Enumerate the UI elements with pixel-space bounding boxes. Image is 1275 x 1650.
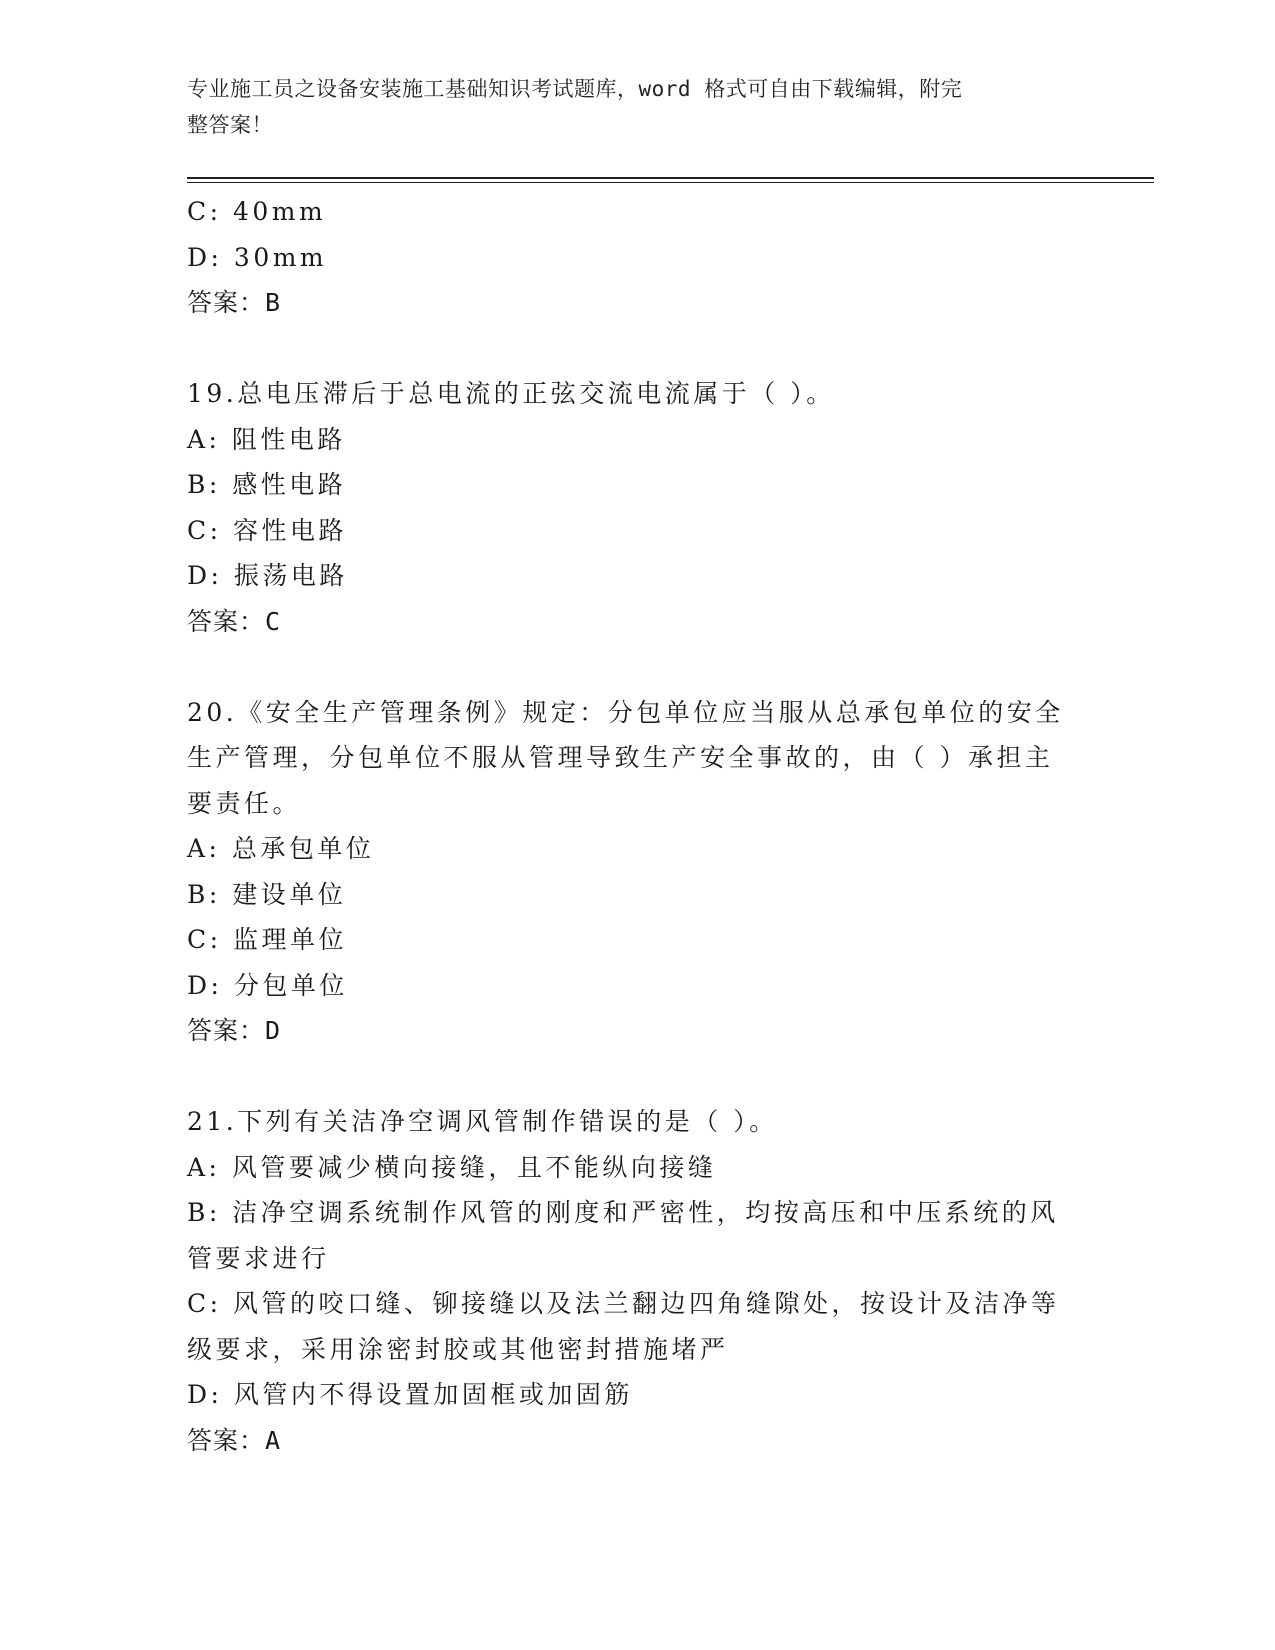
document-header bbox=[187, 71, 1067, 143]
q19-option-b: B: 感性电路 bbox=[187, 470, 347, 499]
q20-option-c: C: 监理单位 bbox=[187, 925, 347, 954]
q20-stem-line-3: 要责任。 bbox=[187, 788, 302, 818]
q20-option-b: B: 建设单位 bbox=[187, 879, 347, 909]
q20-stem-line-1: 20.《安全生产管理条例》规定：分包单位应当服从总承包单位的安全 bbox=[187, 697, 1064, 727]
prev-option-d: D: 30mm bbox=[187, 242, 328, 272]
q20-option-d: D: 分包单位 bbox=[187, 970, 348, 1000]
q21-option-b-line-1: B: 洁净空调系统制作风管的刚度和严密性，均按高压和中压系统的风 bbox=[187, 1198, 1059, 1227]
prev-answer: 答案：B bbox=[187, 288, 282, 317]
q19-option-a: A: 阻性电路 bbox=[187, 424, 346, 454]
header-line-2: 整答案！ bbox=[187, 113, 273, 137]
q19-option-c: C: 容性电路 bbox=[187, 515, 347, 545]
header-rule-thin bbox=[187, 182, 1154, 183]
q19-option-d: D: 振荡电路 bbox=[187, 561, 348, 590]
q20-option-a: A: 总承包单位 bbox=[187, 834, 375, 863]
q21-option-a: A: 风管要减少横向接缝，且不能纵向接缝 bbox=[187, 1152, 717, 1182]
q21-option-b-line-2: 管要求进行 bbox=[187, 1243, 330, 1273]
prev-option-c: C: 40mm bbox=[187, 197, 327, 226]
spacer bbox=[187, 326, 1077, 372]
header-rule-thick bbox=[187, 177, 1154, 179]
question-content bbox=[187, 189, 1077, 1463]
q21-answer: 答案：A bbox=[187, 1425, 282, 1455]
q19-answer: 答案：C bbox=[187, 606, 282, 636]
q19-stem: 19.总电压滞后于总电流的正弦交流电流属于（ ）。 bbox=[187, 379, 835, 408]
header-line-1: 专业施工员之设备安装施工基础知识考试题库，word 格式可自由下载编辑，附完 bbox=[187, 77, 963, 101]
q21-option-c-line-2: 级要求，采用涂密封胶或其他密封措施堵严 bbox=[187, 1334, 729, 1364]
q21-option-d: D: 风管内不得设置加固框或加固筋 bbox=[187, 1380, 633, 1409]
q21-stem: 21.下列有关洁净空调风管制作错误的是（ ）。 bbox=[187, 1107, 778, 1136]
spacer bbox=[187, 1054, 1077, 1100]
q21-option-c-line-1: C: 风管的咬口缝、铆接缝以及法兰翻边四角缝隙处，按设计及洁净等 bbox=[187, 1289, 1060, 1318]
spacer bbox=[187, 644, 1077, 690]
q20-stem-line-2: 生产管理，分包单位不服从管理导致生产安全事故的，由（ ）承担主 bbox=[187, 743, 1054, 772]
q20-answer: 答案：D bbox=[187, 1016, 282, 1045]
